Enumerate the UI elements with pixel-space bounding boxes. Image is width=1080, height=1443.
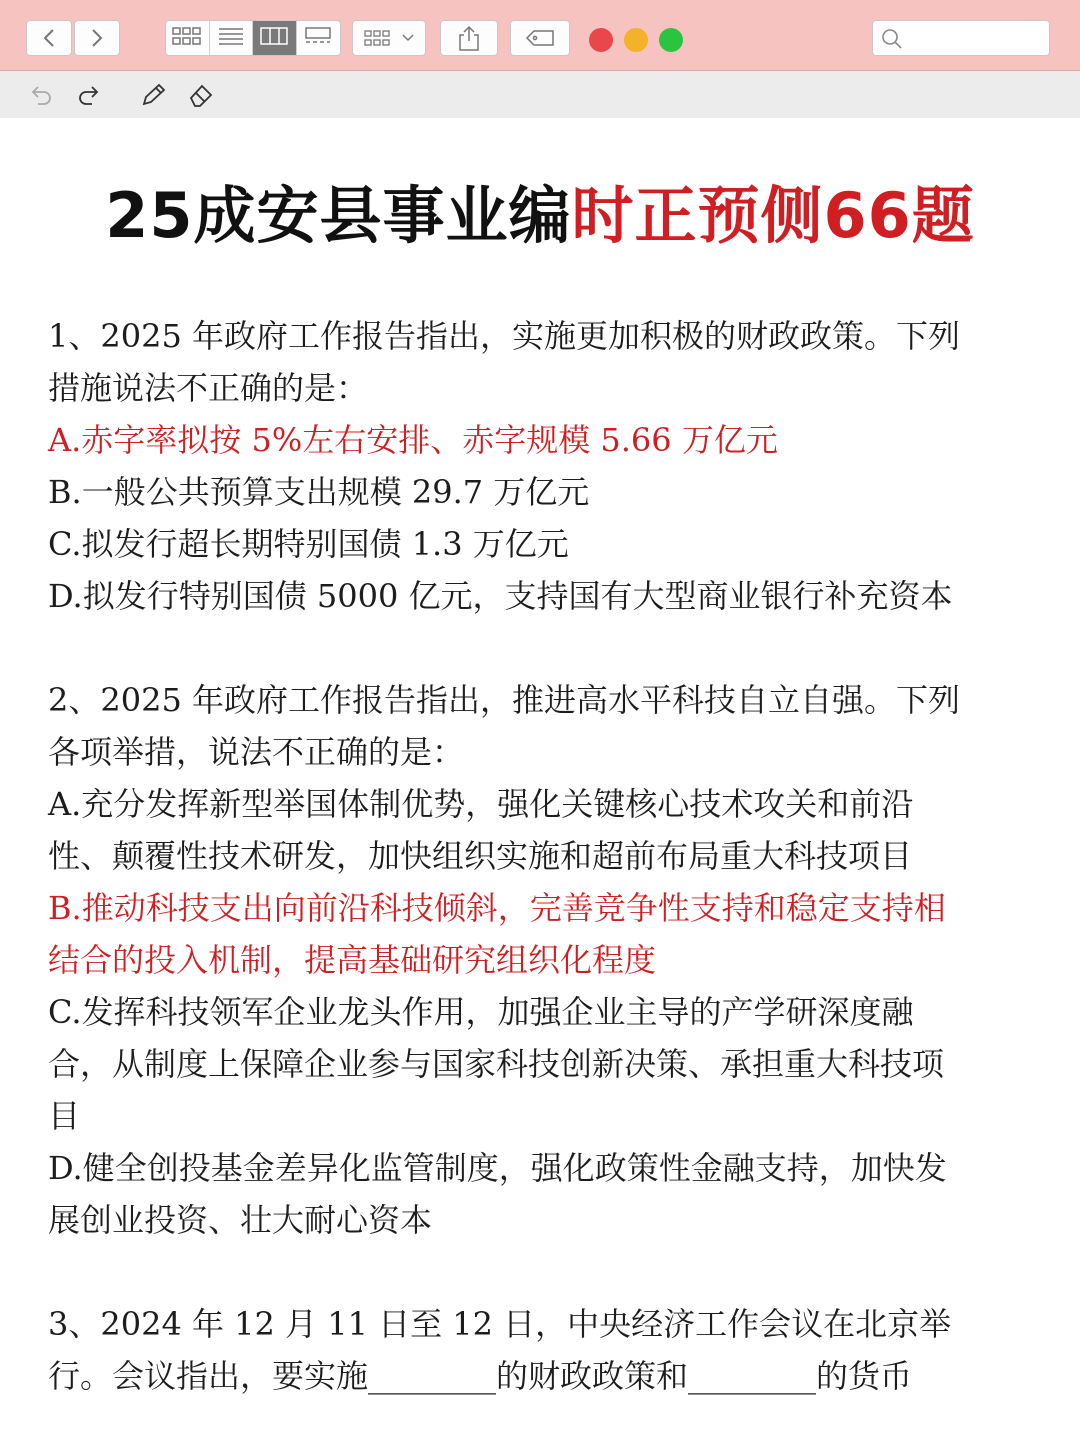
redo-icon[interactable] bbox=[76, 83, 100, 109]
forward-icon bbox=[90, 28, 104, 48]
view-grid-button[interactable] bbox=[166, 21, 210, 55]
option-d: 展创业投资、壮大耐心资本 bbox=[48, 1201, 433, 1239]
question-3 bbox=[48, 1298, 1038, 1402]
markup-toolbar bbox=[0, 71, 1080, 118]
close-window-button[interactable] bbox=[589, 28, 613, 52]
option-a: A.充分发挥新型举国体制优势，强化关键核心技术攻关和前沿 bbox=[48, 785, 914, 823]
option-c: 合，从制度上保障企业参与国家科技创新决策、承担重大科技项 bbox=[48, 1045, 945, 1083]
option-c: 目 bbox=[48, 1097, 81, 1135]
window-toolbar bbox=[0, 0, 1080, 71]
option-b: B.一般公共预算支出规模 29.7 万亿元 bbox=[48, 473, 590, 511]
tag-icon bbox=[525, 29, 555, 47]
question-stem-line: 2、2025 年政府工作报告指出，推进高水平科技自立自强。下列 bbox=[48, 681, 960, 719]
share-button[interactable] bbox=[440, 20, 498, 56]
share-icon bbox=[458, 25, 480, 51]
search-input[interactable] bbox=[872, 20, 1050, 56]
view-list-button[interactable] bbox=[210, 21, 254, 55]
group-by-button[interactable] bbox=[352, 20, 426, 56]
group-icon bbox=[364, 30, 394, 46]
option-c: C.发挥科技领军企业龙头作用，加强企业主导的产学研深度融 bbox=[48, 993, 914, 1031]
view-gallery-button[interactable] bbox=[297, 21, 340, 55]
option-a-correct: A.赤字率拟按 5%左右安排、赤字规模 5.66 万亿元 bbox=[48, 421, 778, 459]
back-button[interactable] bbox=[26, 20, 72, 56]
grid-view-icon bbox=[172, 27, 202, 49]
question-stem-line: 措施说法不正确的是： bbox=[48, 369, 369, 407]
question-spacer bbox=[48, 622, 1038, 674]
question-stem-line: 行。会议指出，要实施________的财政政策和________的货币 bbox=[48, 1357, 913, 1395]
chevron-down-icon bbox=[402, 34, 414, 42]
question-stem-line: 1、2025 年政府工作报告指出，实施更加积极的财政政策。下列 bbox=[48, 317, 960, 355]
minimize-window-button[interactable] bbox=[624, 28, 648, 52]
search-icon bbox=[881, 28, 903, 54]
view-column-button[interactable] bbox=[253, 21, 297, 55]
gallery-view-icon bbox=[304, 27, 332, 49]
option-a: 性、颠覆性技术研发，加快组织实施和超前布局重大科技项目 bbox=[48, 837, 913, 875]
question-stem-line: 各项举措，说法不正确的是： bbox=[48, 733, 465, 771]
back-icon bbox=[42, 28, 56, 48]
title-red-part: 时正预侧66题 bbox=[571, 179, 975, 252]
option-c: C.拟发行超长期特别国债 1.3 万亿元 bbox=[48, 525, 569, 563]
option-d: D.拟发行特别国债 5000 亿元，支持国有大型商业银行补充资本 bbox=[48, 577, 953, 615]
option-b-correct: 结合的投入机制，提高基础研究组织化程度 bbox=[48, 941, 657, 979]
undo-icon[interactable] bbox=[30, 83, 54, 109]
maximize-window-button[interactable] bbox=[659, 28, 683, 52]
forward-button[interactable] bbox=[74, 20, 120, 56]
column-view-icon bbox=[260, 27, 288, 49]
question-1 bbox=[48, 310, 1038, 622]
title-black-part: 25成安县事业编 bbox=[105, 179, 572, 252]
eraser-icon[interactable] bbox=[188, 83, 214, 111]
pencil-icon[interactable] bbox=[140, 83, 166, 111]
option-b-correct: B.推动科技支出向前沿科技倾斜，完善竞争性支持和稳定支持相 bbox=[48, 889, 946, 927]
question-spacer bbox=[48, 1246, 1038, 1298]
tag-button[interactable] bbox=[510, 20, 570, 56]
question-2 bbox=[48, 674, 1038, 1246]
question-list bbox=[48, 310, 1038, 1402]
view-mode-selector bbox=[165, 20, 341, 56]
option-d: D.健全创投基金差异化监管制度，强化政策性金融支持，加快发 bbox=[48, 1149, 947, 1187]
list-view-icon bbox=[218, 27, 244, 49]
question-stem-line: 3、2024 年 12 月 11 日至 12 日，中央经济工作会议在北京举 bbox=[48, 1305, 952, 1343]
page-title bbox=[0, 176, 1080, 256]
